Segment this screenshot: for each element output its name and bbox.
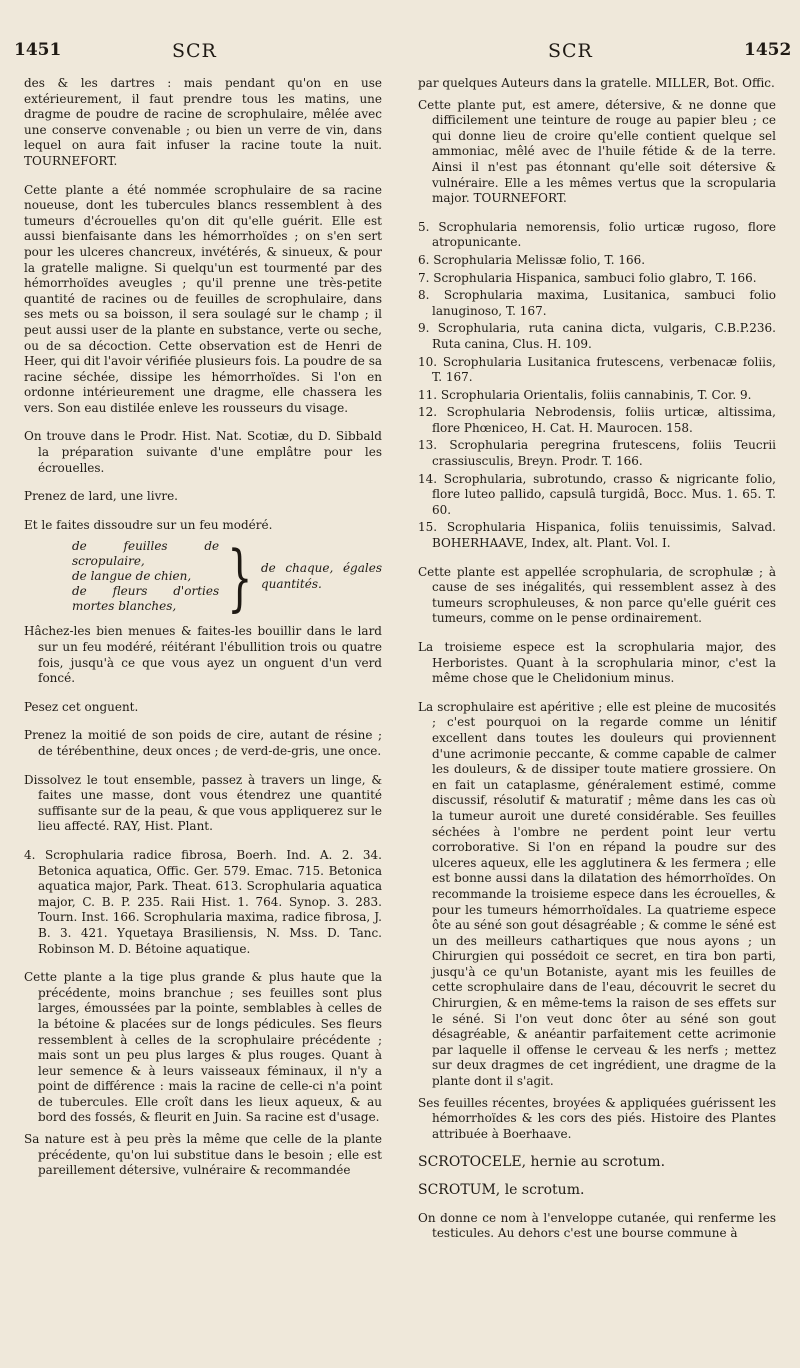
recipe-ingredient: de feuilles de scropulaire, [72,539,220,569]
species-entry: 4. Scrophularia radice fibrosa, Boerh. Ind. A. 2. 34. Betonica aquatica, Offic. Ger. 579. Emac. 715. Betonica aquatica major, Park. Theat. 613. Scrophularia aquatica major, C. B. P. 235. Raii Hist. 1. 764. Synop. 3. 283. Tourn. Inst. 166. Scrophularia maxima, radice fibrosa, J. B. 3. 421. Yquetaya Brasiliensis, N. Mss. D. Tanc. Robinson M. D. Bétoine aquatique. [24,847,382,956]
species-entry: 10. Scrophularia Lusitanica frutescens, verbenacæ foliis, T. 167. [418,354,776,385]
species-entry: 9. Scrophularia, ruta canina dicta, vulgaris, C.B.P.236. Ruta canina, Clus. H. 109. [418,321,776,351]
paragraph: On trouve dans le Prodr. Hist. Nat. Scotiæ, du D. Sibbald la préparation suivante d'une emplâtre pour les écrouelles. [24,429,382,475]
left-page-number: 1451 [14,40,62,60]
recipe-block [24,534,382,619]
paragraph: Cette plante a la tige plus grande & plus haute que la précédente, moins branchue ; ses feuilles sont plus larges, émoussées par la pointe, semblables à celles de la bétoine & placées sur de longs pédicules. Ses fleurs ressemblent à celles de la scrophulaire précédente ; mais sont un peu plus larges & plus rouges. Quant à leur semence & à leurs vaisseaux féminaux, il n'y a point de différence : mais la racine de celle-ci n'a point de tubercules. Elle croît dans les lieux aqueux, & au bord des fossés, & fleurit en Juin. Sa racine est d'usage. [24,970,382,1125]
paragraph: Cette plante a été nommée scrophulaire de sa racine noueuse, dont les tubercules blancs ressemblent à des tumeurs d'écrouelles qu'on dit qu'elle guérit. Elle est aussi bienfaisante dans les hémorrhoïdes ; on s'en sert pour les ulceres chancreux, invétérés, & sinueux, & pour la gratelle maligne. Si quelqu'un est tourmenté par des hémorrhoïdes aveugles ; qu'il prenne une très-petite quantité de racines ou de feuilles de scrophulaire, dans ses mets ou sa boisson, il sera soulagé sur le champ ; il peut aussi user de la plante en substance, verte ou seche, ou de sa décoction. Cette observation est de Henri de Heer, qui dit l'avoir vérifiée plusieurs fois. La poudre de sa racine séchée, dissipe les hémorrhoïdes. Si l'on en ordonne intérieurement une dragme, elle chassera les vers. Son eau distilée enleve les rousseurs du visage. [24,182,382,415]
paragraph: Dissolvez le tout ensemble, passez à travers un linge, & faites une masse, dont vous étendrez une quantité suffisante sur de la peau, & que vous appliquerez sur le lieu affecté. RAY, Hist. Plant. [24,772,382,834]
recipe-ingredients [24,539,219,614]
paragraph: On donne ce nom à l'enveloppe cutanée, qui renferme les testicules. Au dehors c'est une bourse commune à [418,1210,776,1241]
species-entry: 14. Scrophularia, subrotundo, crasso & nigricante folio, flore luteo pallido, capsulâ turgidâ, Bocc. Mus. 1. 65. T. 60. [418,471,776,517]
right-running-head: SCR [548,40,593,62]
paragraph: La troisieme espece est la scrophularia major, des Herboristes. Quant à la scrophularia minor, c'est la même chose que le Chelidonium minus. [418,640,776,686]
paragraph: des & les dartres : mais pendant qu'on en use extérieurement, il faut prendre tous les matins, une dragme de poudre de racine de scrophulaire, mêlée avec une conserve convenable ; ou bien un verre de vin, dans lequel on aura fait infuser la racine toute la nuit. TOURNEFORT. [24,76,382,168]
species-entry: 11. Scrophularia Orientalis, foliis cannabinis, T. Cor. 9. [418,387,752,402]
paragraph: Hâchez-les bien menues & faites-les bouillir dans le lard sur un feu modéré, réitérant l'ébullition trois ou quatre fois, jusqu'à ce que vous ayez un onguent d'un verd foncé. [24,624,382,686]
species-entry: 5. Scrophularia nemorensis, folio urticæ rugoso, flore atropunicante. [418,219,776,250]
paragraph: Ses feuilles récentes, broyées & appliquées guérissent les hémorrhoïdes & les cors des piés. Histoire des Plantes attribuée à Boerhaave. [418,1095,776,1141]
species-entry: 8. Scrophularia maxima, Lusitanica, sambuci folio lanuginoso, T. 167. [418,288,776,318]
paragraph: Sa nature est à peu près la même que celle de la plante précédente, qu'on lui substitue dans le besoin ; elle est pareillement détersive, vulnéraire & recommandée [24,1132,382,1178]
paragraph: Cette plante put, est amere, détersive, & ne donne que difficilement une teinture de rouge au papier bleu ; ce qui donne lieu de croire qu'elle contient quelque sel ammoniac, mêlé avec de l'huile fétide & de la terre. Ainsi il n'est pas étonnant qu'elle soit détersive & vulnéraire. Elle a les mêmes vertus que la scropularia major. TOURNEFORT. [418,97,776,206]
paragraph: La scrophulaire est apéritive ; elle est pleine de mucosités ; c'est pourquoi on la regarde comme un lénitif excellent dans toutes les douleurs qui proviennent d'une acrimonie peccante, & comme capable de calmer les douleurs, & de dissiper toute matiere grossiere. On en fait un cataplasme, généralement estimé, comme discussif, résolutif & maturatif ; même dans les cas où la tumeur auroit une dureté considérable. Ses feuilles séchées à l'ombre ne perdent point leur vertu corroborative. Si l'on en répand la poudre sur des ulceres aqueux, elle les agglutinera & les fermera ; elle est bonne aussi dans la dilatation des hémorrhoïdes. On recommande la troisieme espece dans les écrouelles, & pour les tumeurs hémorrhoïdales. La quatrieme espece ôte au séné son gout désagréable ; & comme le séné est un des meilleurs cathartiques que nous ayons ; un Chirurgien qui possédoit ce secret, en tira bon parti, jusqu'à ce qu'un Botaniste, ayant mis les feuilles de cette scrophulaire dans de l'eau, découvrit le secret du Chirurgien, & en même-tems la raison de ses effets sur le séné. Si l'on veut donc ôter au séné son gout désagréable, & anéantir parfaitement cette acrimonie par laquelle il offense le cerveau & les nerfs ; mettez sur deux dragmes de cet ingrédient, une dragme de la plante dont il s'agit. [418,699,776,1089]
species-entry: 15. Scrophularia Hispanica, foliis tenuissimis, Salvad. BOHERHAAVE, Index, alt. Plant. Vol. I. [418,520,776,551]
species-entry: 13. Scrophularia peregrina frutescens, foliis Teucrii crassiusculis, Breyn. Prodr. T. 166. [418,438,776,469]
right-page-number: 1452 [744,40,792,60]
recipe-quantity-note: de chaque, égales quantités. [260,561,382,591]
recipe-ingredient: de langue de chien, [72,569,192,584]
brace-glyph: } [227,534,253,619]
species-entry: 7. Scrophularia Hispanica, sambuci folio glabro, T. 166. [418,270,757,285]
left-column [24,76,382,1185]
paragraph: Prenez la moitié de son poids de cire, autant de résine ; de térébenthine, deux onces ; de verd-de-gris, une once. [24,728,382,758]
species-entry: 6. Scrophularia Melissæ folio, T. 166. [418,252,646,267]
species-entry: 12. Scrophularia Nebrodensis, foliis urticæ, altissima, flore Phœniceo, H. Cat. H. Maurocen. 158. [418,405,776,435]
paragraph: Pesez cet onguent. [24,699,139,714]
paragraph: Cette plante est appellée scrophularia, de scrophulæ ; à cause de ses inégalités, qui ressemblent assez à des tumeurs scrophuleuses, & non parce qu'elle guérit ces tumeurs, comme on le pense ordinairement. [418,564,776,626]
left-running-head: SCR [172,40,217,62]
right-column [418,76,776,1248]
paragraph: Prenez de lard, une livre. [24,489,178,504]
paragraph: par quelques Auteurs dans la gratelle. MILLER, Bot. Offic. [418,76,775,90]
recipe-ingredient: de fleurs d'orties mortes blanches, [72,584,220,614]
entry-heading-scrotocele: SCROTOCELE, hernie au scrotum. [418,1154,666,1171]
paragraph: Et le faites dissoudre sur un feu modéré. [24,517,273,532]
entry-heading-scrotum: SCROTUM, le scrotum. [418,1182,585,1198]
